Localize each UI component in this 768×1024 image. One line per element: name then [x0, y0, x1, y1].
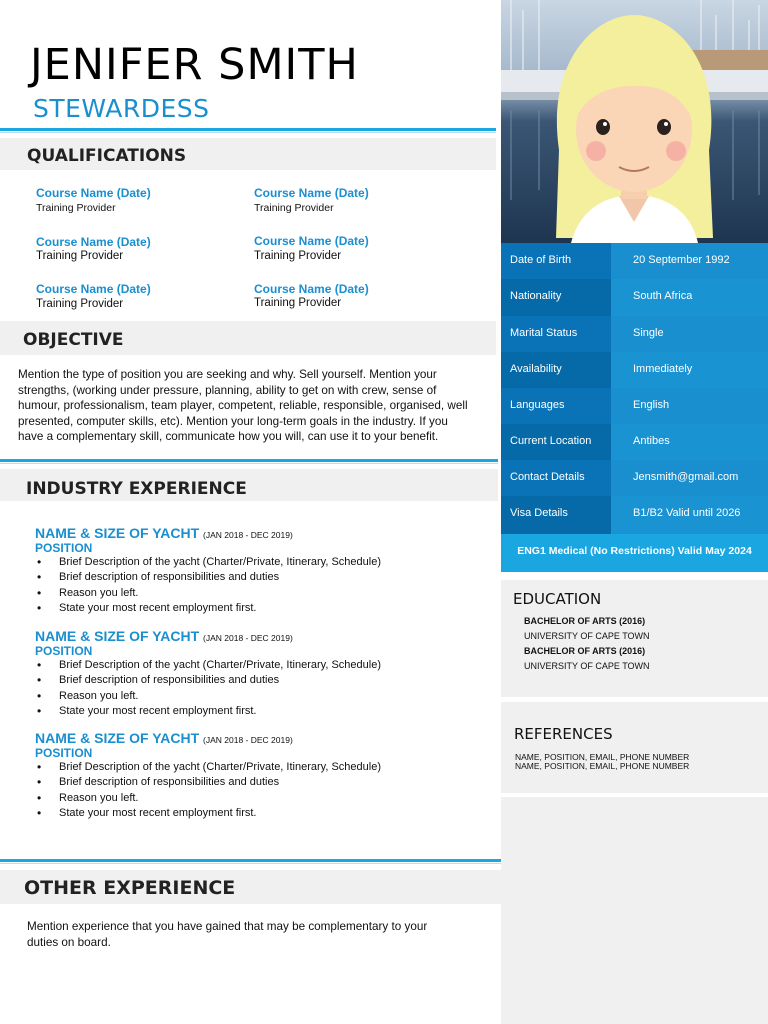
training-provider: Training Provider — [254, 202, 334, 214]
experience-entry — [35, 730, 381, 821]
education-heading: EDUCATION — [513, 590, 602, 608]
detail-row — [501, 316, 768, 352]
detail-row — [501, 352, 768, 388]
education-school: UNIVERSITY OF CAPE TOWN — [524, 631, 650, 641]
candidate-title: STEWARDESS — [33, 94, 210, 123]
section-rule — [0, 459, 498, 462]
duty-item: • State your most recent employment first. — [35, 806, 381, 821]
duty-item: • Reason you left. — [35, 791, 381, 806]
duty-item: • Brief description of responsibilities and duties — [35, 775, 381, 790]
profile-photo — [501, 0, 768, 243]
yacht-name: NAME & SIZE OF YACHT (JAN 2018 - DEC 2019) — [35, 628, 293, 644]
medical-banner — [501, 534, 768, 572]
detail-row — [501, 496, 768, 534]
detail-label: Date of Birth — [510, 254, 572, 266]
detail-row — [501, 388, 768, 424]
candidate-name: JENIFER SMITH — [30, 40, 359, 90]
course-name: Course Name (Date) — [254, 282, 369, 296]
education-degree: BACHELOR OF ARTS (2016) — [524, 616, 646, 626]
duty-item: • Brief Description of the yacht (Charter/Private, Itinerary, Schedule) — [35, 555, 381, 570]
employment-dates: (JAN 2018 - DEC 2019) — [203, 530, 293, 540]
yacht-name: NAME & SIZE OF YACHT (JAN 2018 - DEC 2019) — [35, 525, 293, 541]
detail-label: Nationality — [510, 290, 562, 302]
detail-label: Visa Details — [510, 507, 568, 519]
duty-item: • Brief description of responsibilities and duties — [35, 570, 381, 585]
employment-dates: (JAN 2018 - DEC 2019) — [203, 735, 293, 745]
detail-value: 20 September 1992 — [633, 254, 730, 266]
reference-line: NAME, POSITION, EMAIL, PHONE NUMBER — [515, 752, 690, 762]
detail-row — [501, 243, 768, 279]
detail-label: Languages — [510, 399, 565, 411]
other-text: Mention experience that you have gained that may be complementary to your duties on board. — [27, 920, 428, 949]
detail-label: Availability — [510, 363, 562, 375]
duties-list — [35, 760, 381, 821]
position-title: POSITION — [35, 644, 93, 658]
detail-value: Antibes — [633, 435, 670, 447]
detail-row — [501, 424, 768, 460]
qualifications-heading: QUALIFICATIONS — [27, 146, 187, 166]
training-provider: Training Provider — [36, 298, 124, 310]
detail-label: Marital Status — [510, 327, 578, 339]
duties-list — [35, 658, 381, 719]
duty-item: • State your most recent employment first. — [35, 601, 381, 616]
detail-value: Single — [633, 327, 664, 339]
yacht-name: NAME & SIZE OF YACHT (JAN 2018 - DEC 2019) — [35, 730, 293, 746]
detail-row — [501, 279, 768, 316]
sidebar-divider — [501, 697, 768, 702]
training-provider: Training Provider — [36, 202, 116, 214]
references-heading: REFERENCES — [514, 725, 613, 743]
duty-item: • Brief Description of the yacht (Charter/Private, Itinerary, Schedule) — [35, 760, 381, 775]
position-title: POSITION — [35, 541, 93, 555]
position-title: POSITION — [35, 746, 93, 760]
duty-item: • Reason you left. — [35, 689, 381, 704]
sidebar-divider — [501, 793, 768, 797]
training-provider: Training Provider — [254, 250, 342, 262]
other-heading: OTHER EXPERIENCE — [24, 877, 236, 899]
detail-value: Jensmith@gmail.com — [633, 471, 739, 483]
duties-list — [35, 555, 381, 616]
education-degree: BACHELOR OF ARTS (2016) — [524, 646, 646, 656]
experience-entry — [35, 628, 381, 719]
duty-item: • Brief Description of the yacht (Charter/Private, Itinerary, Schedule) — [35, 658, 381, 673]
employment-dates: (JAN 2018 - DEC 2019) — [203, 633, 293, 643]
section-rule — [0, 859, 501, 862]
detail-label: Current Location — [510, 435, 592, 447]
duty-item: • State your most recent employment first. — [35, 704, 381, 719]
detail-row — [501, 460, 768, 496]
detail-value: South Africa — [633, 290, 693, 302]
course-name: Course Name (Date) — [36, 235, 151, 249]
detail-value: English — [633, 399, 670, 411]
duty-item: • Reason you left. — [35, 586, 381, 601]
experience-entry — [35, 525, 381, 616]
course-name: Course Name (Date) — [36, 282, 151, 296]
medical-text: ENG1 Medical (No Restrictions) Valid May 2024 — [517, 545, 752, 557]
experience-heading: INDUSTRY EXPERIENCE — [26, 479, 247, 499]
header-rule — [0, 128, 496, 131]
objective-text: Mention the type of position you are seeking and why. Sell yourself. Mention your strengths, (working under pressure, planning, ability to get on with crew, sense of humour, professionalism, team player, competent, reliable, responsible, organised, well presented, computer skills, etc). Mention your long-term goals in the industry. If you have a complementary skill, communicate how you will, can use it to your benefit. — [18, 368, 468, 443]
duty-item: • Brief description of responsibilities and duties — [35, 673, 381, 688]
detail-value: B1/B2 Valid until 2026 — [633, 507, 741, 519]
training-provider: Training Provider — [36, 250, 124, 262]
detail-value: Immediately — [633, 363, 693, 375]
reference-line: NAME, POSITION, EMAIL, PHONE NUMBER — [515, 761, 690, 771]
education-school: UNIVERSITY OF CAPE TOWN — [524, 661, 650, 671]
detail-label: Contact Details — [510, 471, 585, 483]
objective-heading: OBJECTIVE — [23, 330, 124, 350]
course-name: Course Name (Date) — [254, 234, 369, 248]
course-name: Course Name (Date) — [254, 186, 369, 200]
training-provider: Training Provider — [254, 297, 342, 309]
course-name: Course Name (Date) — [36, 186, 151, 200]
